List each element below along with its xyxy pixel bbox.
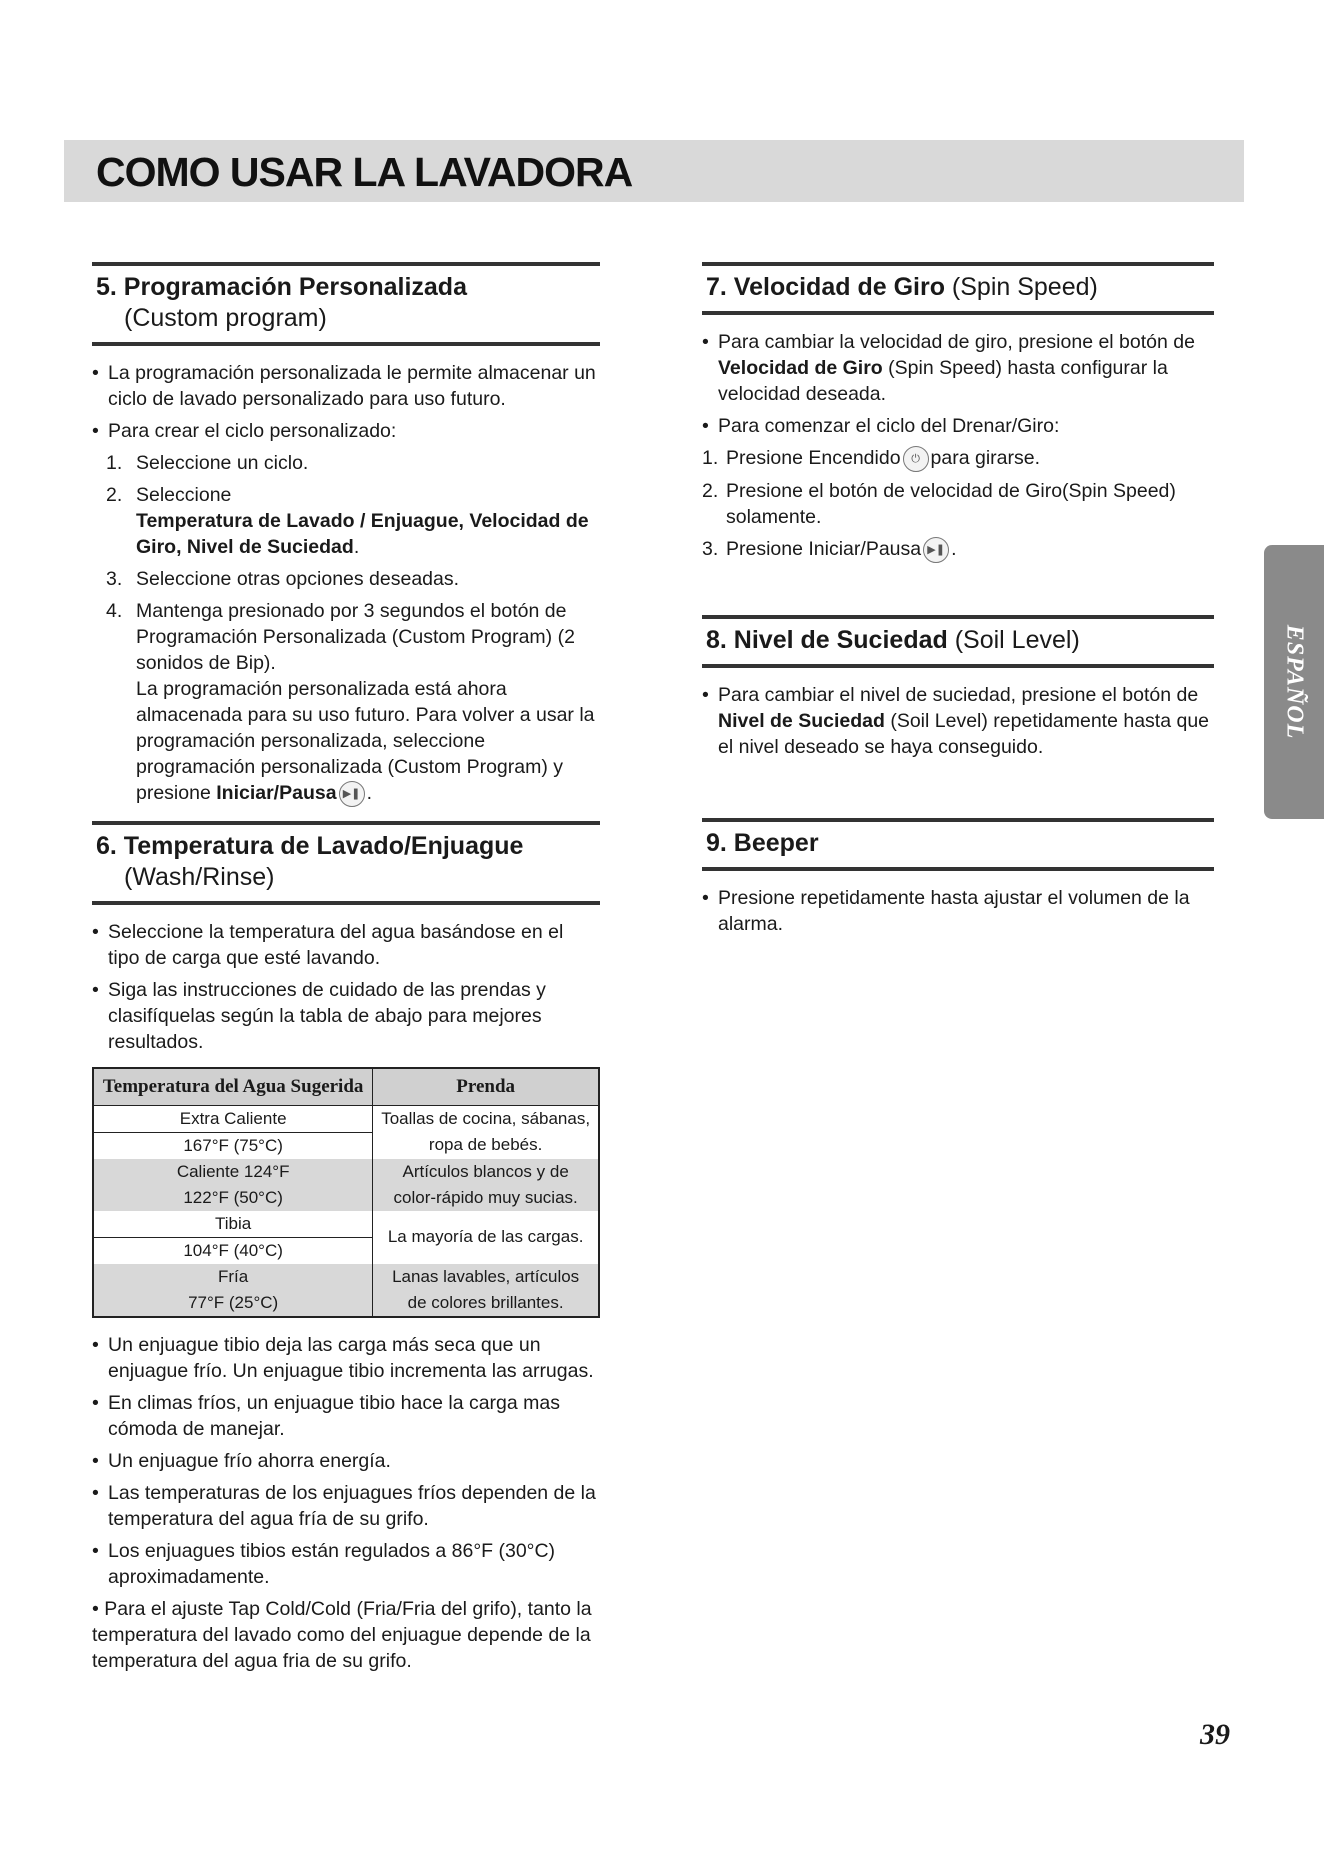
step-end: .	[366, 782, 372, 804]
section-6-bullet-4: • En climas fríos, un enjuague tibio hace la carga mas cómoda de manejar.	[92, 1390, 600, 1442]
section-6-bullet-3: • Un enjuague tibio deja las carga más seca que un enjuague frío. Un enjuague tibio incrementa las arrugas.	[92, 1332, 600, 1384]
section-7-step-1: 1. Presione Encendido ⏻ para girarse.	[702, 445, 1214, 472]
step-text: Seleccione otras opciones deseadas.	[136, 568, 460, 590]
section-5-bullet-1: • La programación personalizada le permite almacenar un ciclo de lavado personalizado para uso futuro.	[92, 360, 600, 412]
power-icon: ⏻	[903, 446, 929, 472]
section-6-bullet-5: • Un enjuague frío ahorra energía.	[92, 1448, 600, 1474]
table-header-temp: Temperatura del Agua Sugerida	[93, 1068, 373, 1106]
page-title: COMO USAR LA LAVADORA	[96, 149, 633, 195]
step-end: .	[951, 537, 957, 560]
garment-line-1: Lanas lavables, artículos	[392, 1266, 580, 1286]
step-bold-text: Temperatura de Lavado / Enjuague, Velocidad de Giro, Nivel de Suciedad	[136, 510, 589, 558]
table-cell-temp: 104°F (40°C)	[93, 1237, 373, 1264]
step-text: Presione Iniciar/Pausa	[726, 537, 922, 560]
side-tab-label: ESPAÑOL	[1281, 624, 1308, 740]
garment-line-2: de colores brillantes.	[407, 1292, 564, 1312]
garment-line-2: color-rápido muy sucias.	[393, 1187, 578, 1207]
text: (Soil Level) repetidamente hasta que el nivel deseado se haya conseguido.	[718, 709, 1210, 758]
section-6-subtitle: (Wash/Rinse)	[124, 862, 275, 891]
section-6-body	[92, 919, 600, 1674]
section-5-heading	[92, 262, 600, 346]
section-6-bullet-6: • Las temperaturas de los enjuagues fríos dependen de la temperatura del agua fría de su grifo.	[92, 1480, 600, 1532]
step-text: Presione el botón de velocidad de Giro(Spin Speed) solamente.	[726, 479, 1176, 528]
section-7-bullet-2: • Para comenzar el ciclo del Drenar/Giro:	[702, 413, 1214, 439]
garment-line-2: ropa de bebés.	[428, 1135, 543, 1155]
text: (Spin Speed) hasta configurar la velocidad deseada.	[718, 357, 1168, 405]
table-header-garment: Prenda	[373, 1068, 599, 1106]
section-6-bullet-7: • Los enjuagues tibios están regulados a 86°F (30°C) aproximadamente.	[92, 1538, 600, 1590]
garment-line-1: Artículos blancos y de	[402, 1161, 569, 1181]
section-8-title: 8. Nivel de Suciedad	[706, 625, 948, 654]
section-8-body	[702, 682, 1214, 760]
section-7-title: 7. Velocidad de Giro	[706, 273, 945, 301]
section-6-heading	[92, 821, 600, 905]
language-side-tab	[1264, 545, 1324, 819]
section-6-bullet-8: • Para el ajuste Tap Cold/Cold (Fria/Fria del grifo), tanto la temperatura del lavado como del enjuague depende de la temperatura del agua fria de su grifo.	[92, 1597, 592, 1672]
section-8-bullet-1	[702, 682, 1214, 760]
play-pause-icon: ▶❚	[923, 537, 949, 563]
right-column	[702, 262, 1214, 943]
bold-text: Velocidad de Giro	[718, 357, 883, 379]
section-8-english: (Soil Level)	[954, 625, 1080, 654]
step-end: .	[353, 536, 360, 558]
table-cell-garment	[373, 1105, 599, 1159]
section-9-bullet-1: • Presione repetidamente hasta ajustar el volumen de la alarma.	[702, 885, 1214, 937]
table-cell-temp: Extra Caliente	[93, 1105, 373, 1132]
section-7-heading	[702, 262, 1214, 315]
table-cell-garment	[373, 1264, 599, 1317]
section-5-step-2: 2. Seleccione Temperatura de Lavado / Enjuague, Velocidad de Giro, Nivel de Suciedad.	[106, 484, 589, 558]
section-6-bullet-1: • Seleccione la temperatura del agua basándose en el tipo de carga que esté lavando.	[92, 919, 600, 971]
table-cell-temp: 122°F (50°C)	[93, 1185, 373, 1211]
section-7-step-2: 2. Presione el botón de velocidad de Giro(Spin Speed) solamente.	[702, 479, 1176, 528]
table-row	[93, 1264, 599, 1290]
section-5-step-1: 1. Seleccione un ciclo.	[106, 452, 309, 474]
table-cell-temp: 167°F (75°C)	[93, 1132, 373, 1159]
garment-line-1: Toallas de cocina, sábanas,	[381, 1109, 591, 1129]
section-5-step-4: 4. Mantenga presionado por 3 segundos el botón de Programación Personalizada (Custom Program) (2 sonidos de Bip). La programación personalizada está ahora almacenada para su uso futuro. Para volver a usar la programación personalizada, seleccione programación personalizada (Custom Program) y presione Iniciar/Pausa ▶❚ .	[92, 598, 600, 807]
table-header-row	[93, 1068, 599, 1106]
step-text-2: La programación personalizada está ahora almacenada para su uso futuro. Para volver a usar la programación personalizada, seleccione programación personalizada (Custom Program) y presione	[136, 678, 595, 804]
table-row	[93, 1105, 599, 1132]
step-text: Mantenga presionado por 3 segundos el botón de Programación Personalizada (Custom Program) (2 sonidos de Bip).	[136, 600, 575, 674]
section-7-bullet-1	[702, 329, 1214, 407]
left-column	[92, 262, 600, 1680]
section-9-body	[702, 885, 1214, 937]
step-bold-text: Iniciar/Pausa	[216, 782, 337, 804]
section-5-bullet-2: • Para crear el ciclo personalizado:	[92, 418, 600, 444]
section-7-step-3: 3. Presione Iniciar/Pausa ▶❚ .	[702, 536, 1214, 563]
table-cell-garment: La mayoría de las cargas.	[373, 1211, 599, 1264]
table-row	[93, 1159, 599, 1185]
play-pause-icon: ▶❚	[339, 781, 365, 807]
section-9-heading	[702, 818, 1214, 871]
text: Para cambiar la velocidad de giro, presione el botón de	[718, 331, 1195, 353]
section-5-subtitle: (Custom program)	[124, 304, 327, 332]
temperature-table	[92, 1067, 600, 1318]
section-5-body	[92, 360, 600, 807]
bold-text: Nivel de Suciedad	[718, 709, 885, 732]
table-row	[93, 1211, 599, 1238]
section-5-title: 5. Programación Personalizada	[96, 273, 467, 301]
page-number: 39	[1200, 1718, 1230, 1751]
section-6-title: 6. Temperatura de Lavado/Enjuague	[96, 831, 524, 860]
step-text: Seleccione un ciclo.	[136, 452, 309, 474]
section-8-heading	[702, 615, 1214, 668]
step-text: Presione Encendido	[726, 447, 901, 469]
step-text: Seleccione	[136, 484, 232, 506]
text: Para cambiar el nivel de suciedad, presione el botón de	[718, 683, 1199, 706]
section-9-title: 9. Beeper	[706, 828, 819, 857]
section-7-body	[702, 329, 1214, 563]
section-5-step-3: 3. Seleccione otras opciones deseadas.	[106, 568, 460, 590]
table-cell-temp: Fría	[93, 1264, 373, 1290]
table-cell-temp: Tibia	[93, 1211, 373, 1238]
table-cell-temp: Caliente 124°F	[93, 1159, 373, 1185]
table-cell-temp: 77°F (25°C)	[93, 1290, 373, 1317]
table-cell-garment	[373, 1159, 599, 1211]
section-7-english: (Spin Speed)	[951, 273, 1098, 301]
step-text: para girarse.	[930, 447, 1041, 469]
section-6-bullet-2: • Siga las instrucciones de cuidado de las prendas y clasifíquelas según la tabla de abajo para mejores resultados.	[92, 977, 600, 1055]
